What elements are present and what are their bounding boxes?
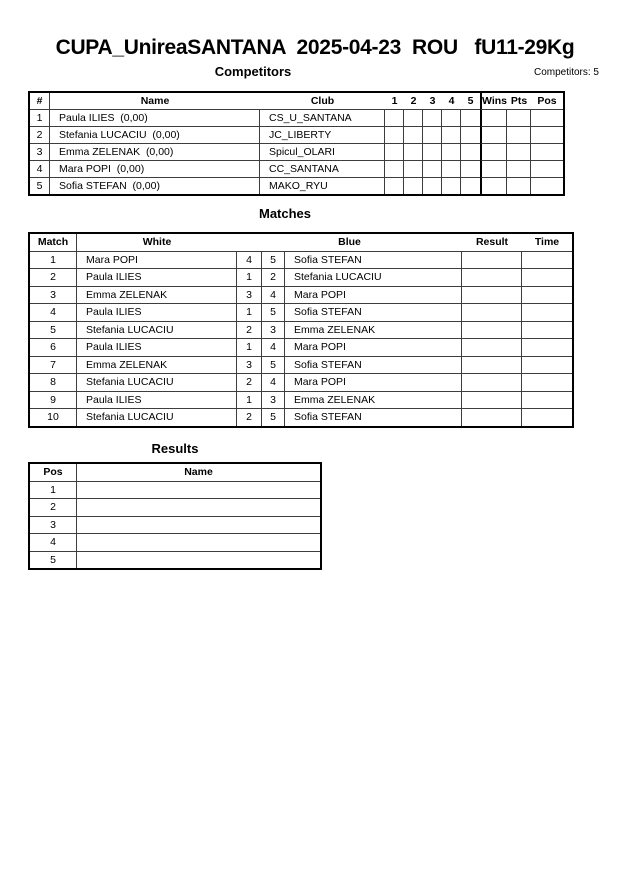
competitor-name: Emma ZELENAK (0,00) (50, 144, 260, 161)
pts-cell (507, 144, 531, 161)
white-competitor-number: 3 (237, 287, 262, 305)
score-cell (442, 110, 461, 127)
competitor-row (30, 144, 563, 161)
blue-competitor-number: 2 (262, 269, 285, 287)
score-cell (404, 178, 423, 194)
blue-name: Stefania LUCACIU (285, 269, 462, 287)
time-cell (522, 374, 572, 392)
time-cell (522, 392, 572, 410)
time-cell (522, 409, 572, 426)
white-competitor-number: 1 (237, 339, 262, 357)
wins-cell (480, 144, 507, 161)
score-cell (442, 161, 461, 178)
result-pos: 3 (30, 517, 77, 535)
wins-cell (480, 127, 507, 144)
match-number: 10 (30, 409, 77, 426)
blue-competitor-number: 5 (262, 252, 285, 270)
time-cell (522, 287, 572, 305)
score-cell (385, 178, 404, 194)
pos-cell (531, 178, 563, 194)
blue-competitor-number: 3 (262, 322, 285, 340)
result-name (77, 482, 320, 500)
score-cell (385, 144, 404, 161)
result-pos: 4 (30, 534, 77, 552)
competitor-row (30, 110, 563, 127)
white-competitor-number: 1 (237, 392, 262, 410)
score-cell (423, 127, 442, 144)
competitor-row (30, 127, 563, 144)
score-cell (404, 161, 423, 178)
score-cell (461, 127, 480, 144)
score-cell (442, 178, 461, 194)
result-name (77, 517, 320, 535)
blue-name: Mara POPI (285, 374, 462, 392)
blue-competitor-number: 5 (262, 409, 285, 426)
results-header-row (30, 464, 320, 482)
pts-cell (507, 110, 531, 127)
blue-name: Emma ZELENAK (285, 392, 462, 410)
result-name (77, 552, 320, 569)
col-header-opp5: 5 (461, 93, 480, 110)
competitors-section-title: Competitors (214, 64, 292, 79)
time-cell (522, 252, 572, 270)
match-number: 1 (30, 252, 77, 270)
result-cell (462, 374, 522, 392)
col-header-blue: Blue (237, 234, 462, 252)
results-table (28, 462, 322, 570)
competitor-name: Mara POPI (0,00) (50, 161, 260, 178)
blue-name: Sofia STEFAN (285, 357, 462, 375)
competitor-number: 4 (30, 161, 50, 178)
competitors-header-row (30, 93, 563, 110)
col-header-opp3: 3 (423, 93, 442, 110)
blue-competitor-number: 4 (262, 339, 285, 357)
competitor-number: 5 (30, 178, 50, 194)
competitor-row (30, 161, 563, 178)
result-row (30, 552, 320, 569)
white-name: Mara POPI (77, 252, 237, 270)
col-header-time: Time (522, 234, 572, 252)
score-cell (423, 144, 442, 161)
white-name: Stefania LUCACIU (77, 374, 237, 392)
blue-name: Mara POPI (285, 287, 462, 305)
competitor-name: Stefania LUCACIU (0,00) (50, 127, 260, 144)
wins-cell (480, 178, 507, 194)
score-cell (461, 161, 480, 178)
white-competitor-number: 2 (237, 374, 262, 392)
result-cell (462, 252, 522, 270)
competitors-count: Competitors: 5 (533, 67, 599, 78)
blue-competitor-number: 5 (262, 304, 285, 322)
competitor-row (30, 178, 563, 194)
match-row (30, 287, 572, 305)
score-cell (423, 110, 442, 127)
match-number: 7 (30, 357, 77, 375)
result-cell (462, 287, 522, 305)
blue-competitor-number: 4 (262, 374, 285, 392)
match-row (30, 357, 572, 375)
col-header-opp2: 2 (404, 93, 423, 110)
result-pos: 2 (30, 499, 77, 517)
competitor-name: Paula ILIES (0,00) (50, 110, 260, 127)
white-competitor-number: 4 (237, 252, 262, 270)
result-cell (462, 269, 522, 287)
page-title: CUPA_UnireaSANTANA 2025-04-23 ROU fU11-29Kg (55, 36, 575, 59)
col-header-opp1: 1 (385, 93, 404, 110)
time-cell (522, 322, 572, 340)
col-header-result: Result (462, 234, 522, 252)
pos-cell (531, 144, 563, 161)
score-cell (404, 110, 423, 127)
white-name: Stefania LUCACIU (77, 322, 237, 340)
pts-cell (507, 178, 531, 194)
result-cell (462, 304, 522, 322)
results-section-title: Results (151, 441, 199, 456)
match-number: 9 (30, 392, 77, 410)
result-name (77, 534, 320, 552)
competitors-table (28, 91, 565, 196)
score-cell (385, 110, 404, 127)
score-cell (461, 178, 480, 194)
col-header-name: Name (77, 464, 320, 482)
competitor-number: 1 (30, 110, 50, 127)
col-header-number: # (30, 93, 50, 110)
match-row (30, 322, 572, 340)
pts-cell (507, 127, 531, 144)
match-row (30, 252, 572, 270)
result-cell (462, 357, 522, 375)
white-competitor-number: 2 (237, 322, 262, 340)
result-name (77, 499, 320, 517)
score-cell (404, 144, 423, 161)
col-header-match: Match (30, 234, 77, 252)
score-cell (385, 127, 404, 144)
white-competitor-number: 1 (237, 304, 262, 322)
wins-cell (480, 161, 507, 178)
matches-header-row (30, 234, 572, 252)
pts-cell (507, 161, 531, 178)
match-row (30, 304, 572, 322)
blue-name: Sofia STEFAN (285, 252, 462, 270)
score-cell (461, 110, 480, 127)
time-cell (522, 269, 572, 287)
pos-cell (531, 110, 563, 127)
blue-competitor-number: 4 (262, 287, 285, 305)
white-name: Paula ILIES (77, 269, 237, 287)
blue-name: Emma ZELENAK (285, 322, 462, 340)
white-name: Paula ILIES (77, 339, 237, 357)
col-header-white: White (77, 234, 237, 252)
blue-name: Mara POPI (285, 339, 462, 357)
col-header-pos: Pos (30, 464, 77, 482)
white-name: Paula ILIES (77, 304, 237, 322)
match-row (30, 269, 572, 287)
white-name: Stefania LUCACIU (77, 409, 237, 426)
wins-cell (480, 110, 507, 127)
white-competitor-number: 1 (237, 269, 262, 287)
matches-table (28, 232, 574, 428)
match-number: 3 (30, 287, 77, 305)
col-header-wins: Wins (480, 93, 507, 110)
competitor-club: Spicul_OLARI (260, 144, 385, 161)
white-name: Emma ZELENAK (77, 357, 237, 375)
competitor-number: 3 (30, 144, 50, 161)
result-cell (462, 392, 522, 410)
blue-competitor-number: 5 (262, 357, 285, 375)
white-name: Emma ZELENAK (77, 287, 237, 305)
pos-cell (531, 127, 563, 144)
competitor-club: MAKO_RYU (260, 178, 385, 194)
score-cell (423, 161, 442, 178)
score-cell (461, 144, 480, 161)
result-row (30, 534, 320, 552)
match-row (30, 374, 572, 392)
white-competitor-number: 2 (237, 409, 262, 426)
white-name: Paula ILIES (77, 392, 237, 410)
blue-name: Sofia STEFAN (285, 304, 462, 322)
time-cell (522, 339, 572, 357)
result-row (30, 517, 320, 535)
score-cell (385, 161, 404, 178)
time-cell (522, 357, 572, 375)
blue-name: Sofia STEFAN (285, 409, 462, 426)
score-cell (442, 144, 461, 161)
score-cell (423, 178, 442, 194)
time-cell (522, 304, 572, 322)
score-cell (442, 127, 461, 144)
col-header-pts: Pts (507, 93, 531, 110)
competitor-club: CC_SANTANA (260, 161, 385, 178)
competitor-club: CS_U_SANTANA (260, 110, 385, 127)
col-header-club: Club (260, 93, 385, 110)
competitor-number: 2 (30, 127, 50, 144)
col-header-opp4: 4 (442, 93, 461, 110)
blue-competitor-number: 3 (262, 392, 285, 410)
result-pos: 1 (30, 482, 77, 500)
pos-cell (531, 161, 563, 178)
match-number: 5 (30, 322, 77, 340)
result-cell (462, 322, 522, 340)
match-number: 8 (30, 374, 77, 392)
match-number: 2 (30, 269, 77, 287)
matches-section-title: Matches (258, 206, 312, 221)
match-row (30, 339, 572, 357)
result-row (30, 482, 320, 500)
match-row (30, 409, 572, 426)
col-header-pos: Pos (531, 93, 563, 110)
col-header-name: Name (50, 93, 260, 110)
match-number: 6 (30, 339, 77, 357)
result-cell (462, 409, 522, 426)
score-cell (404, 127, 423, 144)
competitor-name: Sofia STEFAN (0,00) (50, 178, 260, 194)
result-cell (462, 339, 522, 357)
result-row (30, 499, 320, 517)
competitor-club: JC_LIBERTY (260, 127, 385, 144)
white-competitor-number: 3 (237, 357, 262, 375)
match-row (30, 392, 572, 410)
result-pos: 5 (30, 552, 77, 569)
match-number: 4 (30, 304, 77, 322)
